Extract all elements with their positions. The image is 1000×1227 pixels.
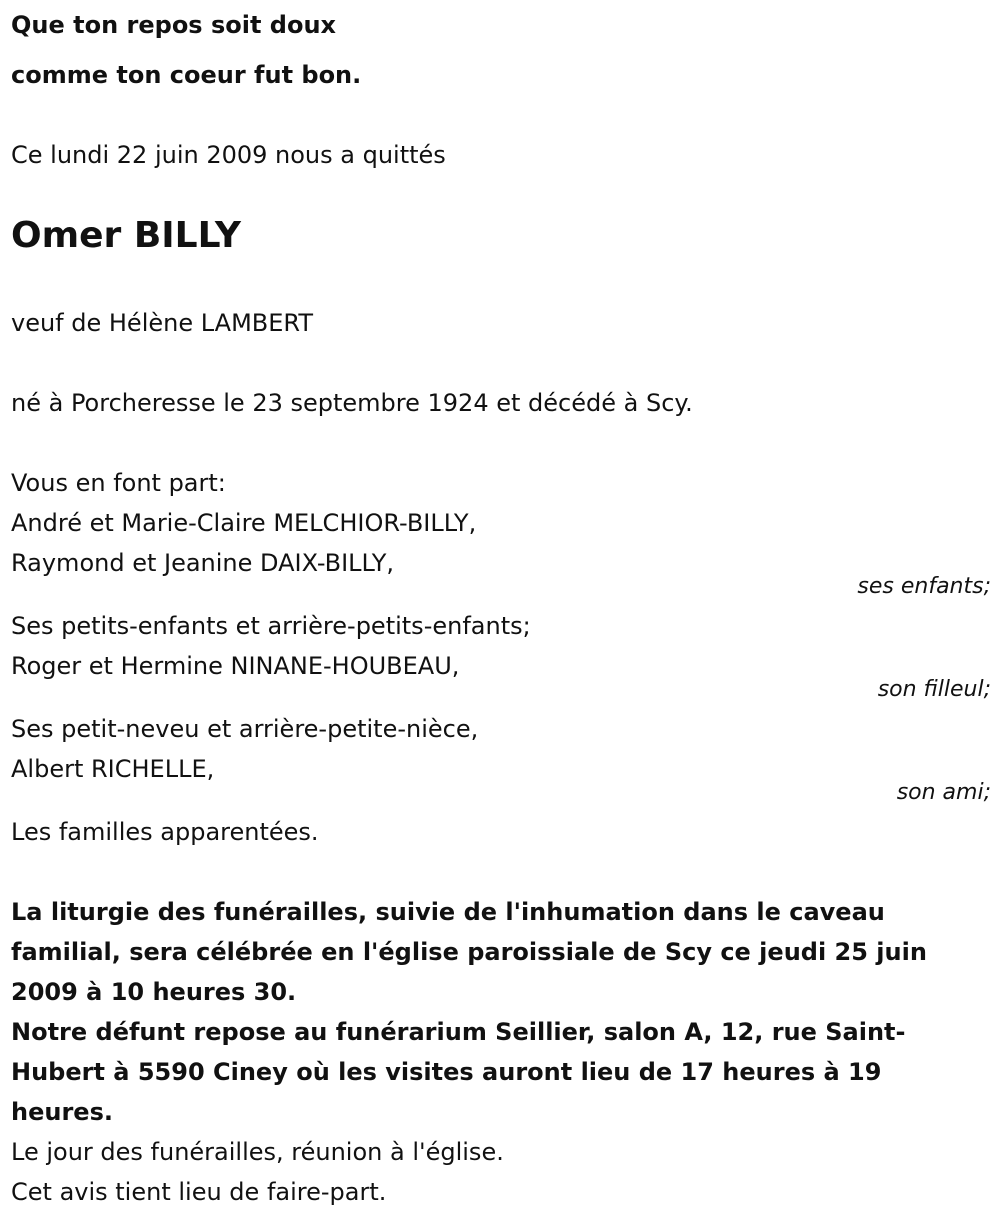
godson-name: Roger et Hermine NINANE-HOUBEAU, xyxy=(11,652,460,680)
friend-role: son ami; xyxy=(896,780,991,805)
widow-of-line: veuf de Hélène LAMBERT xyxy=(11,309,314,337)
related-families: Les familles apparentées. xyxy=(11,818,319,846)
children-block xyxy=(11,503,991,599)
epitaph-line-1: Que ton repos soit doux xyxy=(11,11,337,39)
grandnephew-line: Ses petit-neveu et arrière-petite-nièce, xyxy=(11,715,479,743)
death-announcement: Ce lundi 22 juin 2009 nous a quittés xyxy=(11,141,446,169)
meeting-line: Le jour des funérailles, réunion à l'église. xyxy=(11,1138,504,1166)
family-intro-block xyxy=(11,463,991,503)
children-name: André et Marie-Claire MELCHIOR-BILLY, xyxy=(11,509,477,537)
friend-name: Albert RICHELLE, xyxy=(11,755,215,783)
liturgy-paragraph: La liturgie des funérailles, suivie de l'inhumation dans le caveau familial, sera célébrée en l'église paroissiale de Scy ce jeudi 25 juin 2009 à 10 heures 30. xyxy=(11,898,927,1006)
epitaph-line-2: comme ton coeur fut bon. xyxy=(11,61,362,89)
children-name: Raymond et Jeanine DAIX-BILLY, xyxy=(11,549,395,577)
grandchildren-line: Ses petits-enfants et arrière-petits-enfants; xyxy=(11,612,531,640)
godson-role: son filleul; xyxy=(877,677,991,702)
notice-line: Cet avis tient lieu de faire-part. xyxy=(11,1178,387,1206)
children-role: ses enfants; xyxy=(857,574,991,599)
funeral-details xyxy=(11,892,971,1212)
related-families-block xyxy=(11,812,991,852)
deceased-name: Omer BILLY xyxy=(11,215,241,256)
godson-block xyxy=(11,606,991,702)
repose-paragraph: Notre défunt repose au funérarium Seillier, salon A, 12, rue Saint-Hubert à 5590 Ciney où les visites auront lieu de 17 heures à 19 heures. xyxy=(11,1018,906,1126)
birth-death-line: né à Porcheresse le 23 septembre 1924 et décédé à Scy. xyxy=(11,389,693,417)
friend-block xyxy=(11,709,991,805)
family-intro: Vous en font part: xyxy=(11,469,226,497)
